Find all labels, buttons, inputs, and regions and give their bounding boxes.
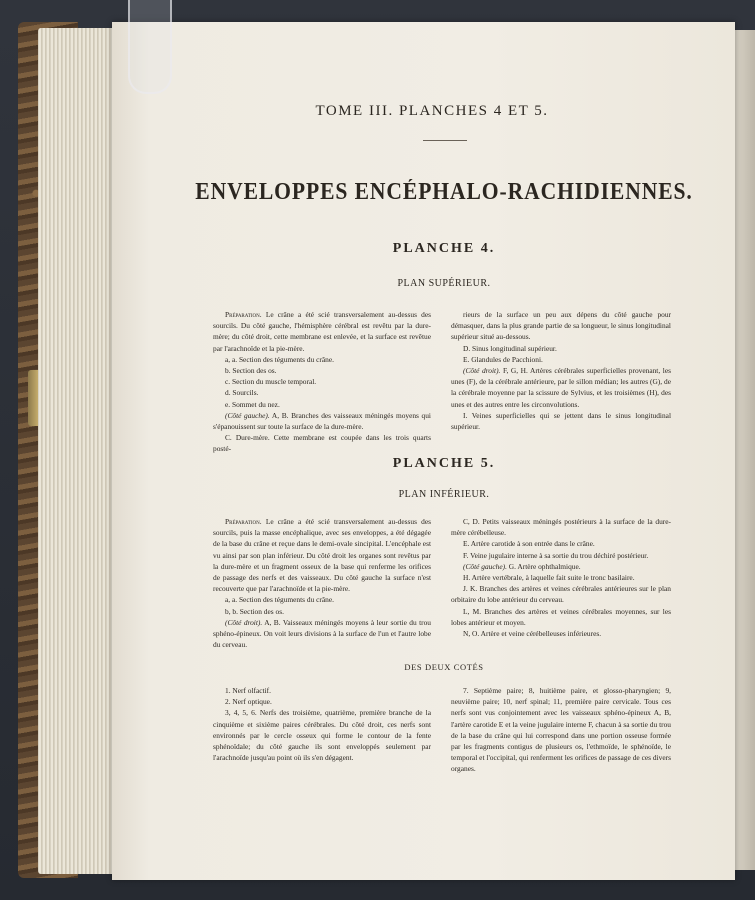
paragraph-text: A, B. Vaisseaux méningés moyens à leur sortie du trou sphéno-épineux. On voit leurs divisions à la surface de l'un et l'autre lobe du cerveau.	[213, 617, 431, 650]
paragraph-text: 1. Nerf olfactif.	[225, 686, 271, 695]
planche-5-plan: PLAN INFÉRIEUR.	[398, 489, 490, 500]
paragraph	[451, 516, 671, 538]
paragraph	[451, 343, 671, 354]
header-rule	[423, 140, 467, 141]
paragraph	[451, 685, 671, 775]
page-edges	[38, 28, 122, 874]
paragraph-lead: (Côté gauche).	[225, 410, 270, 420]
paragraph-lead: Préparation.	[225, 310, 262, 319]
paragraph-text: F. Veine jugulaire interne à sa sortie du trou déchiré postérieur.	[463, 550, 649, 560]
paragraph-text: 2. Nerf optique.	[225, 697, 272, 707]
paragraph-text: C. Dure-mère. Cette membrane est coupée dans les trois quarts posté-	[213, 433, 431, 454]
paragraph-text: A, B. Branches des vaisseaux méningés moyens qui s'épanouissent sur toute la surface de la dure-mère.	[213, 410, 431, 432]
paragraph-lead: (Côté droit).	[463, 366, 501, 376]
section-right-column	[451, 685, 671, 775]
paragraph	[451, 354, 671, 365]
planche-4-plan: PLAN SUPÉRIEUR.	[397, 278, 491, 289]
paragraph-text: d. Sourcils.	[225, 388, 259, 398]
paragraph	[213, 696, 431, 707]
planche-5-left-column	[213, 516, 431, 650]
paragraph	[451, 561, 671, 572]
paragraph-text: b, b. Section des os.	[225, 606, 284, 616]
next-page-edge	[735, 30, 755, 870]
paragraph	[213, 365, 431, 376]
planche-4-left-column	[213, 309, 431, 455]
paragraph-text: Le crâne a été scié transversalement au-dessus des sourcils, puis la masse encéphalique, avec ses enveloppes, a été dégagée de la base du crâne et reçue dans le demi-ovale sincipital. L'encéphale est vu ainsi par son plan inférieur. Du côté droit les organes sont revêtus par la dure-mère et un fragment osseux de la base qui renferme les orifices de passage des nerfs et des vaisseaux. Du côté gauche la surface n'est recouverte que par l'arachnoïde et la pie-mère.	[213, 517, 431, 594]
paragraph	[213, 354, 431, 365]
paragraph	[451, 572, 671, 583]
paragraph-text: D. Sinus longitudinal supérieur.	[463, 343, 557, 353]
paragraph	[213, 594, 431, 605]
page-title: ENVELOPPES ENCÉPHALO-RACHIDIENNES.	[195, 179, 693, 205]
page-header: TOME III. PLANCHES 4 ET 5.	[315, 103, 549, 119]
paragraph	[451, 628, 671, 639]
planche-5-right-column	[451, 516, 671, 639]
paragraph	[451, 365, 671, 410]
planche-4-heading: PLANCHE 4.	[392, 241, 496, 256]
paragraph	[213, 399, 431, 410]
paragraph-text: N, O. Artère et veine cérébelleuses inférieures.	[463, 629, 602, 639]
paragraph	[213, 516, 431, 594]
planche-4-right-column	[451, 309, 671, 432]
paragraph-text: b. Section des os.	[225, 366, 277, 376]
paragraph-text: F, G, H. Artères cérébrales superficielles provenant, les unes (F), de la cérébrale antérieure, par le sillon médian; les autres (G), de la cérébrale moyenne par la scissure de Sylvius, et les troisièmes (H), des unes et des autres entre les circonvolutions.	[451, 366, 671, 409]
paragraph-text: a, a. Section des téguments du crâne.	[225, 595, 334, 605]
paragraph-lead: Préparation.	[225, 517, 262, 526]
paragraph-text: J. K. Branches des artères et veines cérébrales antérieures sur le plan orbitaire du lobe antérieur du cerveau.	[451, 584, 671, 605]
paragraph-lead: (Côté droit).	[225, 617, 263, 627]
paragraph	[213, 376, 431, 387]
paragraph-text: I. Veines superficielles qui se jettent dans le sinus longitudinal supérieur.	[451, 410, 671, 432]
paragraph	[213, 707, 431, 763]
paragraph-text: 3, 4, 5, 6. Nerfs des troisième, quatrième, première branche de la cinquième et sixième paires cérébrales. Du côté droit, ces nerfs sont environnés par le cercle osseux qui forme le contour de la fente sphénoïdale; du côté gauche ils sont enveloppés seulement par l'arachnoïde jusqu'au point où ils s'en dégagent.	[213, 708, 431, 763]
paragraph-text: e. Sommet du nez.	[225, 399, 280, 409]
paragraph	[451, 309, 671, 343]
paragraph-text: c. Section du muscle temporal.	[225, 377, 317, 387]
paragraph-text: C, D. Petits vaisseaux méningés postérieurs à la surface de la dure-mère cérébelleuse.	[451, 517, 671, 538]
paragraph	[451, 538, 671, 549]
paragraph-text: 7. Septième paire; 8, huitième paire, et glosso-pharyngien; 9, neuvième paire; 10, nerf spinal; 11, première paire cervicale. Tous ces nerfs sont vus conjointement avec les vaisseaux sphéno-épineux A, B, l'artère carotide E et la veine jugulaire interne F, chacun à sa sortie du trou de la base du crâne qui lui correspond dans une portion osseuse formée par les fragments contigus de plusieurs os, l'ethmoïde, le sphénoïde, le temporal et l'occipital, qui renferment les orifices de passage de ces divers organes.	[451, 686, 671, 774]
paragraph	[451, 583, 671, 605]
paragraph	[213, 309, 431, 354]
paragraph	[213, 685, 431, 696]
paragraph	[451, 606, 671, 628]
paragraph-text: E. Artère carotide à son entrée dans le crâne.	[463, 539, 595, 549]
paragraph-text: Le crâne a été scié transversalement au-dessus des sourcils. Du côté gauche, l'hémisphère cérébral est revêtu par la dure-mère; du côté droit, cette membrane est enlevée, et la surface est revêtue par l'arachnoïde et la pie-mère.	[213, 310, 431, 353]
paragraph-text: G. Artère ophthalmique.	[506, 561, 581, 571]
paragraph	[213, 606, 431, 617]
paragraph	[213, 410, 431, 432]
section-left-column	[213, 685, 431, 763]
paragraph	[213, 617, 431, 651]
paragraph	[451, 410, 671, 432]
paragraph-lead: (Côté gauche).	[463, 561, 507, 571]
page-clip	[128, 0, 172, 94]
paragraph-text: a, a. Section des téguments du crâne.	[225, 354, 334, 364]
paragraph	[451, 550, 671, 561]
paragraph-text: rieurs de la surface un peu aux dépens du côté gauche pour démasquer, dans la plus grande partie de sa longueur, le sinus longitudinal supérieur situé au-dessous.	[451, 310, 671, 342]
paragraph	[213, 432, 431, 454]
planche-5-heading: PLANCHE 5.	[392, 456, 496, 471]
paragraph-text: H. Artère vertébrale, à laquelle fait suite le tronc basilaire.	[463, 573, 635, 583]
paragraph-text: E. Glandules de Pacchioni.	[463, 354, 543, 364]
paragraph	[213, 387, 431, 398]
section-heading: DES DEUX COTÉS	[404, 662, 484, 672]
paragraph-text: L, M. Branches des artères et veines cérébrales moyennes, sur les lobes antérieur et moyen.	[451, 606, 671, 627]
